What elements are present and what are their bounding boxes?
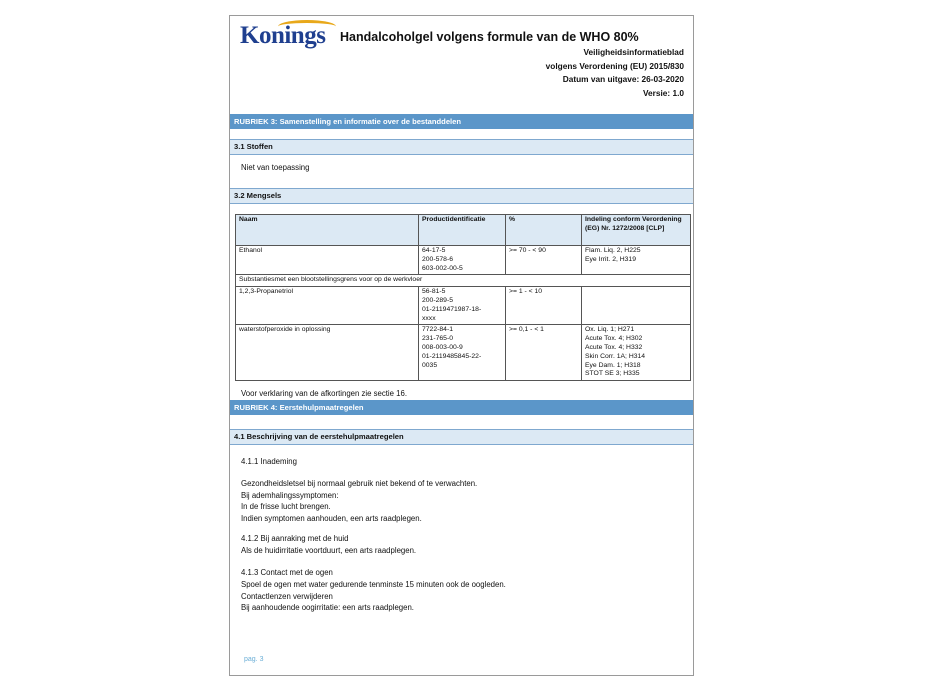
text-line: Als de huidirritatie voortduurt, een arts raadplegen.	[241, 546, 417, 555]
column-header: %	[506, 215, 582, 246]
clp-line: Acute Tox. 4; H302	[585, 335, 643, 343]
product-ids	[419, 246, 506, 275]
clp-line: Ox. Liq. 1; H271	[585, 326, 635, 334]
table-header-row	[236, 215, 691, 246]
konings-logo	[240, 20, 330, 52]
product-id: 200-578-6	[422, 255, 453, 263]
meta-line: Datum van uitgave: 26-03-2020	[562, 74, 684, 85]
eyes-heading: 4.1.3 Contact met de ogen	[241, 568, 333, 577]
clp-classification	[582, 246, 691, 275]
page-number: pag. 3	[244, 656, 264, 663]
column-header: Productidentificatie	[419, 215, 506, 246]
product-id: 64-17-5	[422, 247, 446, 254]
product-id: xxxx	[422, 314, 436, 322]
inhalation-text	[241, 478, 477, 524]
text-line: Spoel de ogen met water gedurende tenminste 15 minuten ook de oogleden.	[241, 580, 506, 589]
document-title: Handalcoholgel volgens formule van de WHO 80%	[340, 30, 639, 44]
substance-name: Ethanol	[236, 246, 419, 275]
subsection-header-3-1: 3.1 Stoffen	[230, 139, 693, 155]
exposure-limit-note: Substantiesmet een blootstellingsgrens voor op de werkvloer	[236, 275, 691, 287]
product-id: 231-765-0	[422, 335, 453, 343]
mixtures-table	[235, 214, 691, 381]
product-ids	[419, 325, 506, 381]
product-id: 008-003-00-9	[422, 343, 463, 351]
text-line: In de frisse lucht brengen.	[241, 502, 331, 512]
text-line: Bij ademhalingssymptomen:	[241, 490, 339, 500]
clp-line: STOT SE 3; H335	[585, 370, 640, 378]
section-header-rubriek4: RUBRIEK 4: Eerstehulpmaatregelen	[230, 400, 693, 415]
s31-text: Niet van toepassing	[241, 163, 310, 172]
table-row	[236, 287, 691, 325]
clp-classification	[582, 325, 691, 381]
product-id: 0035	[422, 361, 438, 369]
subsection-header-4-1: 4.1 Beschrijving van de eerstehulpmaatregelen	[230, 429, 693, 445]
clp-line: Eye Dam. 1; H318	[585, 361, 641, 369]
product-id: 200-289-5	[422, 296, 453, 304]
meta-line: Veiligheidsinformatieblad	[583, 47, 684, 57]
section-header-rubriek3: RUBRIEK 3: Samenstelling en informatie over de bestanddelen	[230, 114, 693, 129]
table-row	[236, 275, 691, 287]
meta-line: Versie: 1.0	[642, 87, 684, 98]
product-ids	[419, 287, 506, 325]
product-id: 603-002-00-5	[422, 264, 463, 272]
skin-text	[241, 545, 416, 557]
clp-line: Skin Corr. 1A; H314	[585, 352, 646, 360]
abbreviations-note: Voor verklaring van de afkortingen zie sectie 16.	[241, 389, 407, 398]
clp-classification	[582, 287, 691, 325]
subsection-header-3-2: 3.2 Mengsels	[230, 188, 693, 204]
text-line: Gezondheidsletsel bij normaal gebruik niet bekend of te verwachten.	[241, 479, 478, 488]
document-meta	[546, 46, 684, 100]
percentage: >= 0,1 - < 1	[506, 325, 582, 381]
table-row	[236, 325, 691, 381]
product-id: 7722-84-1	[422, 326, 453, 334]
percentage: >= 1 - < 10	[506, 287, 582, 325]
inhalation-heading: 4.1.1 Inademing	[241, 457, 297, 466]
document-page	[229, 15, 694, 676]
text-line: Bij aanhoudende oogirritatie: een arts raadplegen.	[241, 603, 414, 613]
column-header: Naam	[236, 215, 419, 246]
percentage: >= 70 - < 90	[506, 246, 582, 275]
logo-text: Konings	[240, 22, 326, 49]
product-id: 01-2119485845-22-	[422, 352, 482, 360]
table-row	[236, 246, 691, 275]
product-id: 01-2119471987-18-	[422, 305, 482, 313]
skin-heading: 4.1.2 Bij aanraking met de huid	[241, 534, 349, 543]
clp-line: Eye Irrit. 2, H319	[585, 255, 636, 263]
substance-name: 1,2,3-Propanetriol	[236, 287, 419, 325]
clp-line: Acute Tox. 4; H332	[585, 343, 643, 351]
product-id: 56-81-5	[422, 288, 446, 296]
text-line: Indien symptomen aanhouden, een arts raadplegen.	[241, 513, 422, 523]
substance-name: waterstofperoxide in oplossing	[236, 325, 419, 381]
meta-line: volgens Verordening (EU) 2015/830	[545, 60, 684, 71]
eyes-text	[241, 579, 506, 614]
column-header: Indeling conform Verordening (EG) Nr. 1272/2008 [CLP]	[582, 215, 691, 246]
clp-line: Flam. Liq. 2, H225	[585, 247, 641, 254]
text-line: Contactlenzen verwijderen	[241, 591, 333, 601]
